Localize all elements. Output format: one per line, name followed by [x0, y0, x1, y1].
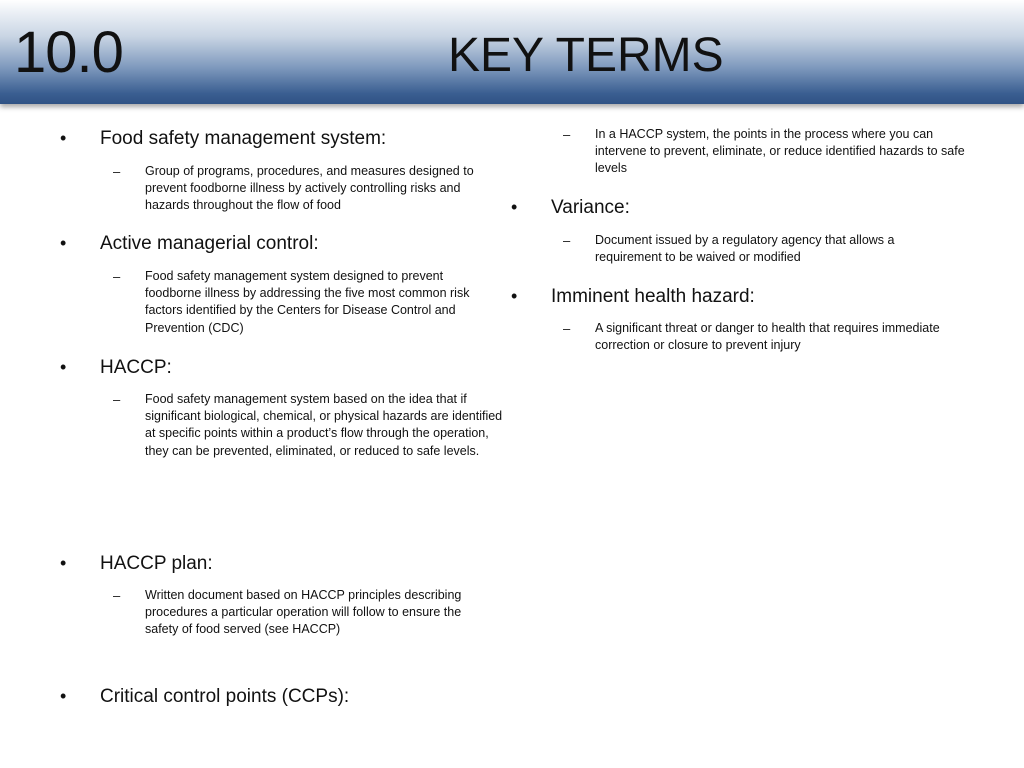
term-haccp: HACCP: — [100, 357, 172, 378]
title-bar — [0, 0, 1024, 104]
chapter-number: 10.0 — [14, 20, 123, 85]
term-food-safety-management-system: Food safety management system: — [100, 128, 387, 149]
dash-marker: – — [113, 164, 121, 179]
term-variance: Variance: — [551, 197, 630, 218]
bullet-marker: • — [60, 357, 67, 377]
bullet-marker: • — [511, 197, 518, 217]
slide-title: KEY TERMS — [448, 29, 724, 82]
definition-food-safety-management-system: Group of programs, procedures, and measures designed to prevent foodborne illness by actively controlling risks and hazards throughout the flow of food — [145, 164, 474, 213]
dash-marker: – — [113, 392, 121, 407]
dash-marker: – — [563, 321, 571, 336]
bullet-marker: • — [60, 553, 67, 573]
definition-critical-control-points: In a HACCP system, the points in the process where you can intervene to prevent, eliminate, or reduce identified hazards to safe levels — [595, 127, 965, 176]
bullet-marker: • — [511, 286, 518, 306]
dash-marker: – — [113, 269, 121, 284]
dash-marker: – — [563, 127, 571, 142]
term-haccp-plan: HACCP plan: — [100, 553, 213, 574]
dash-marker: – — [113, 588, 121, 603]
bullet-marker: • — [60, 233, 67, 253]
term-imminent-health-hazard: Imminent health hazard: — [551, 286, 755, 307]
definition-active-managerial-control: Food safety management system designed to prevent foodborne illness by addressing the five most common risk factors identified by the Centers for Disease Control and Prevention (CDC) — [145, 269, 470, 335]
definition-imminent-health-hazard: A significant threat or danger to health that requires immediate correction or closure to prevent injury — [595, 321, 940, 353]
definition-haccp-plan: Written document based on HACCP principles describing procedures a particular operation will follow to ensure the safety of food served (see HACCP) — [145, 588, 462, 637]
term-critical-control-points: Critical control points (CCPs): — [100, 686, 350, 707]
definition-haccp: Food safety management system based on the idea that if significant biological, chemical, or physical hazards are identified at specific points within a product’s flow through the operation, they can be prevented, eliminated, or reduced to safe levels. — [145, 392, 503, 458]
bullet-marker: • — [60, 686, 67, 706]
definition-variance: Document issued by a regulatory agency that allows a requirement to be waived or modified — [595, 233, 895, 265]
dash-marker: – — [563, 233, 571, 248]
bullet-marker: • — [60, 128, 67, 148]
term-active-managerial-control: Active managerial control: — [100, 233, 319, 254]
